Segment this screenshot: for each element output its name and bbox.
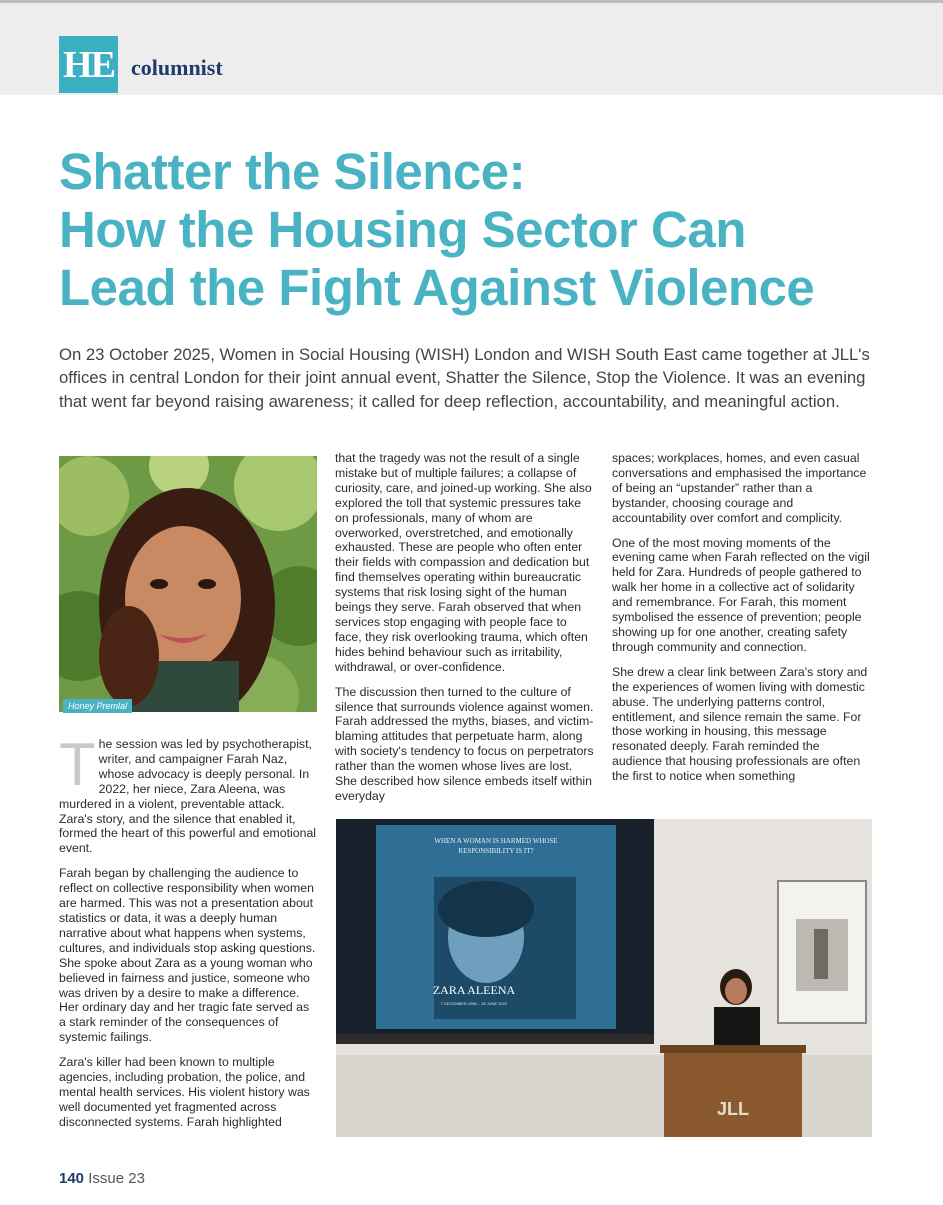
section-label: columnist [131,55,223,80]
page-footer [59,1170,145,1187]
event-photo [336,819,872,1137]
photo-caption: Honey Premlal [63,699,132,713]
paragraph: The session was led by psychotherapist, writer, and campaigner Farah Naz, whose advocacy is deeply personal. In 2022, her niece, Zara Aleena, was murdered in a violent, preventable attack. Zara's story, and the silence that enabled it, formed the heart of this powerful and emotional event. [59,731,317,856]
paragraph: that the tragedy was not the result of a single mistake but of multiple failures; a collapse of curiosity, care, and joined-up working. She also explored the toll that systemic pressures take on professionals, many of whom are overworked, overstretched, and emotionally exhausted. These are people who often enter their fields with compassion and dedication but find themselves operating within bureaucratic systems that risk losing sight of the human beings they serve. Farah observed that when services stop engaging with people face to face, they risk overlooking trauma, which often hides behind behaviour such as irritability, withdrawal, or over-confidence. [335,451,592,674]
paragraph: Zara's killer had been known to multiple agencies, including probation, the police, and mental health services. His violent history was well documented yet fragmented across disconnected systems. Farah highlighted [59,1055,310,1129]
headline-line-1: Shatter the Silence: [59,143,526,200]
author-portrait-photo [59,456,317,712]
headline-line-2: How the Housing Sector Can [59,201,746,258]
article-column-1 [59,731,317,1140]
paragraph: One of the most moving moments of the evening came when Farah reflected on the vigil held for Zara. Hundreds of people gathered to walk her home in a collective act of solidarity and remembrance. For Farah, this moment symbolised the essence of prevention; people showing up for one another, creating safety through community and connection. [612,535,870,654]
paragraph: She drew a clear link between Zara's story and the experiences of women living with domestic abuse. The underlying patterns control, entitlement, and silence remain the same. For those working in housing, this message resonated deeply. Farah reminded the audience that housing professionals are often the first to notice when something [612,664,868,784]
article-headline [59,143,899,317]
lectern-logo: JLL [716,1099,750,1119]
slide-heading-1: WHEN A WOMAN IS HARMED WHOSE [434,837,558,845]
article-column-3 [612,451,870,794]
issue-label: Issue 23 [88,1170,145,1187]
magazine-logo: HE [59,36,118,93]
paragraph: Farah began by challenging the audience to reflect on collective responsibility when women are harmed. This was not a presentation about statistics or data, it was a deeply human narrative about what happens when systems, cultures, and individuals stop asking questions. She spoke about Zara as a young woman who believed in fairness and justice, someone who was driven by a desire to make a difference. Her ordinary day and her tragic fate served as a stark reminder of the consequences of systemic failings. [59,866,316,1045]
slide-dates: 7 DECEMBER 1986 – 26 JUNE 2022 [440,1001,508,1006]
drop-cap: T [59,731,96,798]
page-number: 140 [59,1170,85,1187]
slide-name: ZARA ALEENA [432,983,516,997]
slide-heading-2: RESPONSIBILITY IS IT? [458,847,534,855]
article-column-2 [335,451,595,814]
paragraph: spaces; workplaces, homes, and even casual conversations and emphasised the importance of being an “upstander” rather than a bystander, choosing courage and accountability over comfort and complicity. [612,451,867,525]
headline-line-3: Lead the Fight Against Violence [59,259,815,316]
paragraph: The discussion then turned to the culture of silence that surrounds violence against women. Farah addressed the myths, biases, and victim-blaming attitudes that perpetuate harm, along with society's tendency to focus on perpetrators rather than the women whose lives are lost. She described how silence embeds itself within everyday [335,684,594,803]
article-standfirst: On 23 October 2025, Women in Social Housing (WISH) London and WISH South East came together at JLL's offices in central London for their joint annual event, Shatter the Silence, Stop the Violence. It was an evening that went far beyond raising awareness; it called for deep reflection, accountability, and meaningful action. [59,345,870,411]
